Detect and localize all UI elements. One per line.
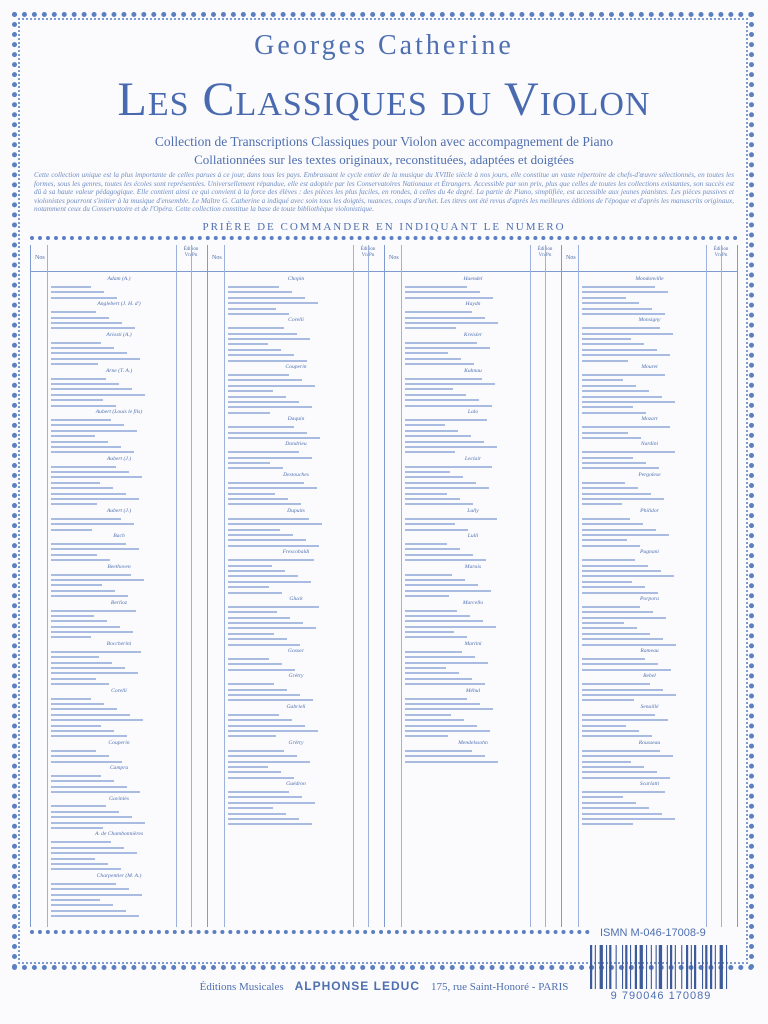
composer-heading: A. de Chambonnières <box>94 831 144 838</box>
composer-heading: Anglebert (J. H. d') <box>97 301 141 308</box>
column-header <box>31 245 207 272</box>
composer-heading: Gossec <box>287 648 305 655</box>
composer-heading: Kuhnau <box>464 367 482 374</box>
catalogue-column-2 <box>207 245 384 927</box>
column-header: Nos Édition Vn Pn <box>385 245 561 272</box>
barcode-bar <box>691 945 692 989</box>
composer-heading: Corelli <box>288 317 304 324</box>
composer-heading: Mouret <box>641 364 658 371</box>
barcode-bar <box>651 945 652 989</box>
composer-heading: Nardini <box>640 441 659 448</box>
composer-heading: Ariosti (A.) <box>106 331 132 338</box>
column-entries <box>562 275 737 927</box>
composer-heading: Marais <box>464 563 482 570</box>
composer-heading: Lalo <box>467 409 479 416</box>
composer-heading: Beethoven <box>107 563 131 570</box>
catalogue-table <box>30 245 738 927</box>
barcode-bar <box>609 945 611 989</box>
barcode-bar <box>667 945 668 989</box>
composer-heading: Dupuits <box>287 507 305 514</box>
barcode-bar <box>705 945 707 989</box>
barcode-bar <box>625 945 627 989</box>
composer-heading: Grétry <box>288 673 304 680</box>
composer-heading: Marcello <box>462 599 484 606</box>
composer-heading: Bach <box>113 533 125 540</box>
composer-heading: Frescobaldi <box>282 549 310 556</box>
barcode-bar <box>595 945 596 989</box>
composer-heading: Haydn <box>465 301 481 308</box>
composer-heading: Kreisler <box>463 331 483 338</box>
composer-heading: Lulli <box>467 533 479 540</box>
composer-heading: Haendel <box>463 276 483 282</box>
composer-heading: Guédron <box>286 781 306 788</box>
top-rule <box>30 236 738 240</box>
barcode-bar <box>646 945 647 989</box>
composer-heading: Dandrieu <box>285 441 307 448</box>
barcode-bar <box>616 945 617 989</box>
composer-heading: Mozart <box>641 416 658 423</box>
composer-heading: Lully <box>467 507 479 514</box>
composer-heading: Arne (T. A.) <box>105 367 133 374</box>
composer-heading: Campra <box>109 764 129 771</box>
column-entries <box>208 275 384 927</box>
collection-subtitle: Collection de Transcriptions Classiques pour Violon avec accompagnement de Piano <box>154 134 614 149</box>
composer-heading: Destouches <box>283 471 309 478</box>
number-header: Nos <box>35 255 45 261</box>
composer-heading: Rebel <box>643 673 656 680</box>
composer-heading: Monsigny <box>638 317 661 324</box>
barcode-bar <box>670 945 672 989</box>
catalogue-column-1 <box>30 245 207 927</box>
barcode-bar <box>675 945 676 989</box>
composer-heading: Porpora <box>640 595 659 602</box>
collection-title: Les Classiques du Violon <box>117 73 651 126</box>
barcode-number: 9 790046 170089 <box>610 990 712 1002</box>
barcode-bar <box>600 945 603 989</box>
barcode-bar <box>635 945 637 989</box>
composer-heading: Aubert (J.) <box>106 507 132 514</box>
composer-heading: Chopin <box>287 276 305 282</box>
barcode-bar <box>710 945 712 989</box>
composer-heading: Gaviniès <box>109 795 129 802</box>
composer-heading: Rousseau <box>638 739 661 746</box>
composer-heading: Aubert (Louis le fils) <box>95 409 143 416</box>
barcode-bar <box>630 945 631 989</box>
composer-heading: Senaillé <box>640 703 659 710</box>
barcode-bar <box>726 945 727 989</box>
barcode-bar <box>590 945 592 989</box>
column-entries <box>31 275 207 927</box>
composer-heading: Mondonville <box>635 276 664 282</box>
barcode-bar <box>606 945 607 989</box>
catalogue-entry <box>562 821 737 826</box>
author-name: Georges Catherine <box>254 30 514 61</box>
composer-heading: Rameau <box>640 648 659 655</box>
barcode-bar <box>681 945 682 989</box>
composer-heading: Charpentier (M. A.) <box>96 872 142 879</box>
collection-description: Cette collection unique est la plus importante de celles parues à ce jour, dans tous les pays. Embrassant le cycle entier de la musique du XVIIIe siècle à nos jours, elle constitue un vaste répertoire de chefs-d'œuvre sélectionnés, en toutes les formes, sous les genres, toutes les écoles sont représentées. Universellement répandue, elle est adoptée par les Conservatoires Nationaux et Étrangers. Accessible par son prix, plus que celles de toutes les collections existantes, son succès est dû à sa haute valeur pédagogique. Elle contient ainsi ce qui convient à la force des élèves : des pièces les plus faciles, en rondes, à celles du 4e degré. La partie de Piano, simplifiée, est accessible aux jeunes pianistes. Les pièces passives et violonistes pourront s'initier à la musique d'ensemble. Le Maître G. Catherine a indiqué avec soin tous les doigtés, nuances, coups d'archet. Les titres ont été revus d'après les meilleures éditions de l'époque et d'après les manuscrits originaux, notamment ceux du Conservatoire et de l'Opéra. Cette collection constitue la base de toute bibliothèque violonistique. <box>34 171 734 214</box>
composer-heading: Pugnani <box>640 549 659 556</box>
order-note: PRIÈRE DE COMMANDER EN INDIQUANT LE NUMERO <box>202 221 566 233</box>
edition-header: Édition Vn Pn <box>183 247 199 258</box>
catalogue-entry <box>385 759 561 764</box>
barcode <box>586 945 736 989</box>
composer-heading: Martini <box>464 640 482 647</box>
bottom-rule <box>30 930 590 934</box>
catalogue-column-4 <box>561 245 738 927</box>
composer-heading: Mendelssohn <box>458 739 488 746</box>
composer-heading: Scarlatti <box>639 781 660 788</box>
publisher-prefix: Éditions Musicales <box>199 981 284 993</box>
barcode-bar <box>686 945 688 989</box>
barcode-bar <box>656 945 657 989</box>
composer-heading: Corelli <box>111 687 127 694</box>
catalogue-entry <box>31 913 207 918</box>
composer-heading: Adam (A.) <box>107 276 131 282</box>
catalogue-entry <box>208 821 384 826</box>
barcode-bar <box>659 945 662 989</box>
catalogue-column-3 <box>384 245 561 927</box>
composer-heading: Couperin <box>108 739 130 746</box>
composer-heading: Aubert (J.) <box>106 455 132 462</box>
ismn-number: ISMN M-046-17008-9 <box>600 927 706 939</box>
composer-heading: Grétry <box>288 739 304 746</box>
barcode-bar <box>715 945 716 989</box>
barcode-bar <box>640 945 643 989</box>
barcode-bar <box>702 945 703 989</box>
collection-subtitle-2: Collationnées sur les textes originaux, reconstituées, adaptées et doigtées <box>194 152 574 167</box>
composer-heading: Pergolese <box>638 471 661 478</box>
composer-heading: Boccherini <box>106 640 132 647</box>
barcode-bar <box>720 945 723 989</box>
composer-heading: Méhul <box>465 687 481 694</box>
composer-heading: Philidor <box>640 507 659 514</box>
composer-heading: Couperin <box>285 364 307 371</box>
barcode-bar <box>694 945 696 989</box>
composer-heading: Daquin <box>287 416 305 423</box>
composer-heading: Gluck <box>289 595 303 602</box>
barcode-bar <box>622 945 623 989</box>
composer-heading: Berlioz <box>110 599 128 606</box>
composer-heading: Gabrieli <box>286 703 306 710</box>
column-entries <box>385 275 561 927</box>
composer-heading: Leclair <box>464 455 482 462</box>
column-header: Nos Édition Vn Pn <box>562 245 737 272</box>
publisher-name: ALPHONSE LEDUC <box>294 979 420 993</box>
publisher-address: 175, rue Saint-Honoré - PARIS <box>430 981 569 993</box>
column-header: Nos Édition Vn Pn <box>208 245 384 272</box>
